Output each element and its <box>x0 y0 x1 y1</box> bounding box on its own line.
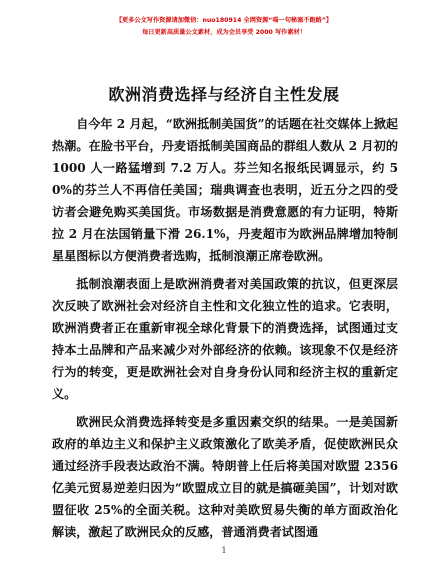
page-number: 1 <box>221 546 227 555</box>
paragraph-1: 自今年 2 月起，“欧洲抵制美国货”的话题在社交媒体上掀起热潮。在脸书平台，丹麦语抵制美国商品的群组人数从 2 月初的 1000 人一路猛增到 7.2 万人。芬兰知名报纸民调显示，约 50%的芬兰人不再信任美国；瑞典调查也表明，近五分之四的受访者会避免购买美国货。市场数据是消费意愿的有力证明，特斯拉 2 月在法国销量下滑 26.1%，丹麦超市为欧洲品牌增加特制星星图标以方便消费者选购，抵制浪潮正席卷欧洲。 <box>52 117 398 263</box>
paragraph-3: 欧洲民众消费选择转变是多重因素交织的结果。一是美国新政府的单边主义和保护主义政策激化了欧美矛盾，促使欧洲民众通过经济手段表达政治不满。特朗普上任后将美国对欧盟 2356 亿美元贸易逆差归因为“欧盟成立目的就是搞砸美国”，计划对欧盟征收 25%的全面关税。这种对美欧贸易失衡的单方面政治化解读，激起了欧洲民众的反感，普通消费者试图通 <box>52 415 398 539</box>
document-title: 欧洲消费选择与经济自主性发展 <box>108 85 340 104</box>
promo-banner-line-1: 【更多公文写作资源请加微信：nuo180914 全网资源“喵一句秘塞不跑路”】 <box>115 17 333 24</box>
paragraph-2: 抵制浪潮表面上是欧洲消费者对美国政策的抗议，但更深层次反映了欧洲社会对经济自主性和文化独立性的追求。它表明，欧洲消费者正在重新审视全球化背景下的消费选择，试图通过支持本土品牌和产品来减少对外部经济的依赖。该现象不仅是经济行为的转变，更是欧洲社会对自身身份认同和经济主权的重新定义。 <box>52 277 398 401</box>
promo-banner <box>96 15 352 39</box>
promo-banner-line-2: 每日更新高质量公文素材，成为会员享受 2000 写作素材！ <box>142 29 306 36</box>
document-body <box>52 113 398 549</box>
